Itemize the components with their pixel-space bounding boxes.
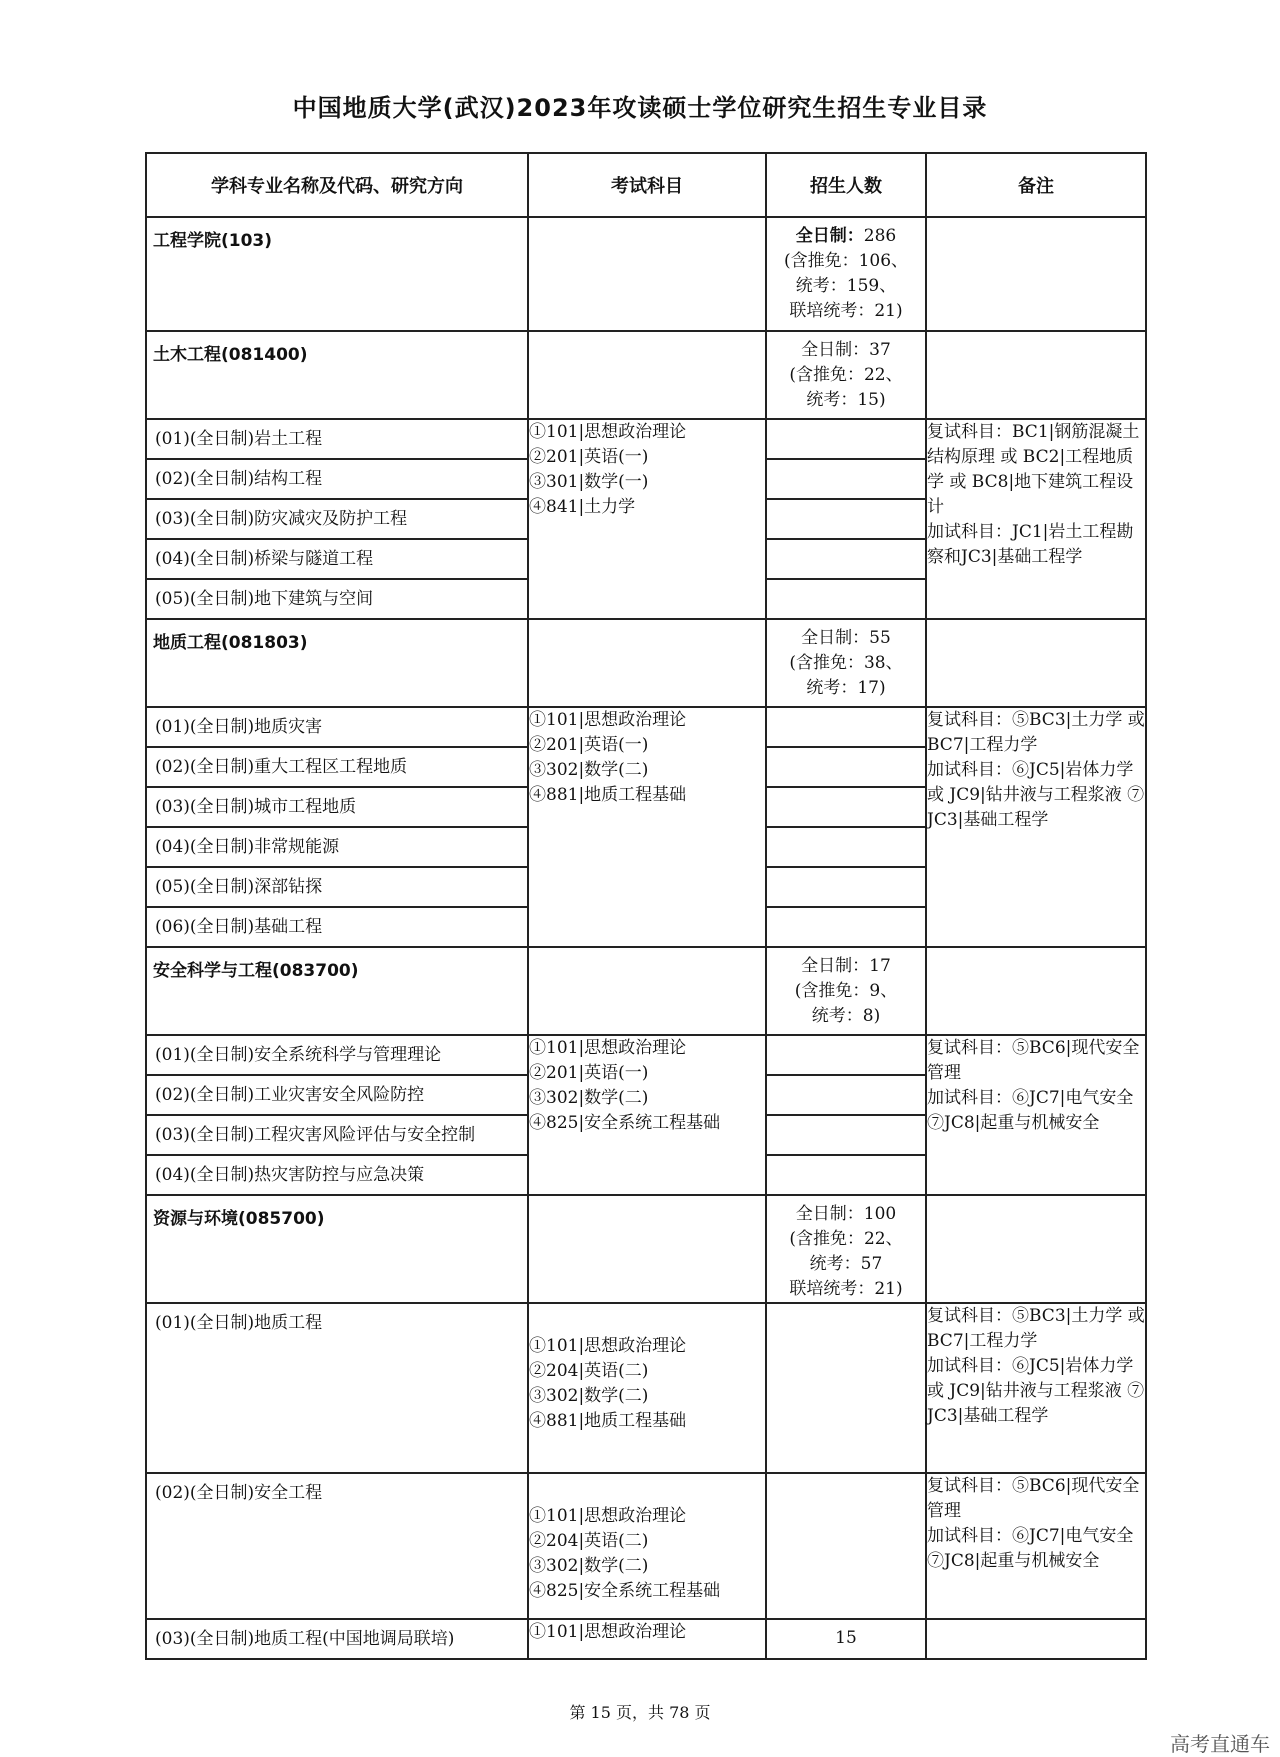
major-quota-line: 全日制：100	[795, 1204, 897, 1224]
table-row	[146, 1303, 1146, 1473]
notes-cell	[926, 419, 1146, 619]
major-row	[146, 331, 1146, 419]
major-quota-line: 统考：17)	[806, 678, 886, 698]
direction-quota	[767, 1116, 925, 1154]
direction-quota-cell	[766, 1035, 926, 1075]
direction-quota-cell	[766, 579, 926, 619]
direction-quota-cell	[766, 867, 926, 907]
subject-item: ④825|安全系统工程基础	[529, 1113, 721, 1133]
direction-quota	[767, 460, 925, 498]
direction-cell	[146, 827, 528, 867]
note-item: 加试科目：⑥JC7|电气安全 ⑦JC8|起重与机械安全	[927, 1088, 1134, 1133]
header-major: 学科专业名称及代码、研究方向	[146, 153, 528, 217]
subject-item: ④881|地质工程基础	[529, 1411, 687, 1431]
direction-quota	[767, 500, 925, 538]
college-quota-label: 全日制：	[795, 226, 864, 246]
direction-quota-cell	[766, 747, 926, 787]
note-item: 加试科目：⑥JC7|电气安全 ⑦JC8|起重与机械安全	[927, 1526, 1134, 1571]
direction-cell	[146, 707, 528, 747]
notes-cell	[926, 707, 1146, 947]
direction-label: (05)(全日制)地下建筑与空间	[155, 589, 374, 609]
college-quota-value: 286	[863, 226, 897, 246]
direction-quota-cell	[766, 1473, 926, 1619]
college-subjects-cell	[528, 217, 766, 331]
note-item: 加试科目：⑥JC5|岩体力学 或 JC9|钻井液与工程浆液 ⑦JC3|基础工程学	[927, 760, 1145, 830]
subject-item: ③302|数学(二)	[529, 1386, 649, 1406]
major-notes-cell	[926, 1195, 1146, 1303]
note-item: 复试科目：BC1|钢筋混凝土结构原理 或 BC2|工程地质学 或 BC8|地下建筑工程设计	[927, 422, 1140, 517]
major-quota-cell	[766, 619, 926, 707]
direction-quota-cell	[766, 419, 926, 459]
subjects-cell	[528, 707, 766, 947]
direction-cell	[146, 907, 528, 947]
subject-item: ②204|英语(二)	[529, 1361, 649, 1381]
college-name: 工程学院(103)	[153, 231, 273, 251]
subject-item: ②201|英语(一)	[529, 447, 649, 467]
direction-cell	[146, 1619, 528, 1659]
direction-quota-cell	[766, 907, 926, 947]
direction-cell	[146, 867, 528, 907]
direction-cell	[146, 747, 528, 787]
note-item: 复试科目：⑤BC3|土力学 或 BC7|工程力学	[927, 1306, 1145, 1351]
subject-item: ④881|地质工程基础	[529, 785, 687, 805]
table-row	[146, 419, 1146, 459]
direction-cell	[146, 1473, 528, 1619]
notes-cell	[926, 1473, 1146, 1619]
major-quota-line: 全日制：17	[801, 956, 891, 976]
major-quota-cell	[766, 331, 926, 419]
direction-quota	[767, 788, 925, 826]
subject-item: ②201|英语(一)	[529, 735, 649, 755]
direction-quota-cell	[766, 1115, 926, 1155]
table-row	[146, 1619, 1146, 1659]
direction-label: (01)(全日制)地质工程	[155, 1313, 323, 1333]
subject-item: ①101|思想政治理论	[529, 710, 687, 730]
major-name: 土木工程(081400)	[153, 345, 308, 365]
note-item: 加试科目：JC1|岩土工程勘察和JC3|基础工程学	[927, 522, 1134, 567]
major-quota-line: (含推免：22、	[789, 1229, 903, 1249]
direction-label: (02)(全日制)工业灾害安全风险防控	[155, 1085, 425, 1105]
college-quota-line: 统考：159、	[795, 276, 897, 296]
major-quota-line: 统考：8)	[811, 1006, 881, 1026]
notes-cell	[926, 1303, 1146, 1473]
subject-item: ③302|数学(二)	[529, 760, 649, 780]
direction-quota-cell	[766, 499, 926, 539]
direction-quota-cell	[766, 1303, 926, 1473]
direction-label: (01)(全日制)安全系统科学与管理理论	[155, 1045, 442, 1065]
direction-cell	[146, 787, 528, 827]
major-quota-cell	[766, 1195, 926, 1303]
direction-quota	[767, 1156, 925, 1194]
college-quota-line: (含推免：106、	[783, 251, 909, 271]
major-quota-line: (含推免：22、	[789, 365, 903, 385]
major-name: 地质工程(081803)	[153, 633, 308, 653]
major-quota-line: 全日制：55	[801, 628, 891, 648]
major-quota-line: 统考：57	[809, 1254, 883, 1274]
direction-quota-cell	[766, 707, 926, 747]
major-name-cell	[146, 947, 528, 1035]
direction-quota-cell	[766, 459, 926, 499]
note-item: 复试科目：⑤BC6|现代安全管理	[927, 1038, 1140, 1083]
header-quota: 招生人数	[766, 153, 926, 217]
major-quota-line: (含推免：9、	[794, 981, 898, 1001]
direction-label: (01)(全日制)地质灾害	[155, 717, 323, 737]
subject-item: ②201|英语(一)	[529, 1063, 649, 1083]
notes-cell	[926, 1619, 1146, 1659]
direction-quota-cell	[766, 1619, 926, 1659]
subject-item: ④825|安全系统工程基础	[529, 1581, 721, 1601]
direction-label: (02)(全日制)重大工程区工程地质	[155, 757, 408, 777]
table-header-row	[146, 153, 1146, 217]
major-notes-cell	[926, 619, 1146, 707]
table-row	[146, 1473, 1146, 1619]
direction-cell	[146, 499, 528, 539]
subject-item: ①101|思想政治理论	[529, 1336, 687, 1356]
major-subjects-cell	[528, 331, 766, 419]
major-quota	[767, 948, 925, 1029]
major-quota	[767, 1196, 925, 1302]
subject-item: ②204|英语(二)	[529, 1531, 649, 1551]
subjects-cell	[528, 1035, 766, 1195]
direction-quota-cell	[766, 827, 926, 867]
major-notes-cell	[926, 947, 1146, 1035]
direction-quota	[767, 868, 925, 906]
direction-cell	[146, 1155, 528, 1195]
direction-label: (03)(全日制)城市工程地质	[155, 797, 357, 817]
subject-item: ①101|思想政治理论	[529, 1506, 687, 1526]
direction-quota-cell	[766, 1075, 926, 1115]
subject-item: ④841|土力学	[529, 497, 636, 517]
watermark: 高考直通车	[1170, 1732, 1270, 1756]
major-quota	[767, 332, 925, 413]
college-quota-line: 联培统考：21)	[789, 301, 903, 321]
direction-label: (04)(全日制)非常规能源	[155, 837, 340, 857]
major-subjects-cell	[528, 947, 766, 1035]
direction-quota-cell	[766, 787, 926, 827]
major-name: 资源与环境(085700)	[153, 1209, 325, 1229]
page-footer: 第 15 页，共 78 页	[569, 1703, 711, 1722]
header-subjects: 考试科目	[528, 153, 766, 217]
major-quota	[767, 620, 925, 701]
direction-label: (01)(全日制)岩土工程	[155, 429, 323, 449]
subject-item: ①101|思想政治理论	[529, 1622, 687, 1642]
direction-label: (03)(全日制)工程灾害风险评估与安全控制	[155, 1125, 476, 1145]
major-quota-line: 联培统考：21)	[789, 1279, 903, 1299]
direction-quota	[767, 1304, 925, 1310]
college-notes-cell	[926, 217, 1146, 331]
subject-item: ③302|数学(二)	[529, 1556, 649, 1576]
direction-cell	[146, 419, 528, 459]
catalog-table	[145, 152, 1147, 1660]
direction-quota	[767, 748, 925, 786]
subjects-cell	[528, 1303, 766, 1473]
major-quota-line: 统考：15)	[806, 390, 886, 410]
direction-label: (04)(全日制)桥梁与隧道工程	[155, 549, 374, 569]
direction-quota	[767, 1474, 925, 1480]
page-title: 中国地质大学(武汉)2023年攻读硕士学位研究生招生专业目录	[292, 94, 988, 122]
direction-label: (06)(全日制)基础工程	[155, 917, 323, 937]
direction-label: (05)(全日制)深部钻探	[155, 877, 323, 897]
college-name-cell	[146, 217, 528, 331]
major-subjects-cell	[528, 619, 766, 707]
direction-quota-cell	[766, 539, 926, 579]
direction-quota	[767, 708, 925, 746]
direction-quota	[767, 1076, 925, 1114]
major-name-cell	[146, 331, 528, 419]
note-item: 加试科目：⑥JC5|岩体力学 或 JC9|钻井液与工程浆液 ⑦JC3|基础工程学	[927, 1356, 1145, 1426]
table-row	[146, 1035, 1146, 1075]
subjects-cell	[528, 1619, 766, 1659]
major-row	[146, 947, 1146, 1035]
college-row	[146, 217, 1146, 331]
subject-item: ③301|数学(一)	[529, 472, 649, 492]
subjects-cell	[528, 1473, 766, 1619]
direction-cell	[146, 459, 528, 499]
direction-quota	[767, 1036, 925, 1074]
major-quota-line: 全日制：37	[801, 340, 891, 360]
major-name: 安全科学与工程(083700)	[153, 961, 359, 981]
direction-quota	[767, 580, 925, 618]
major-name-cell	[146, 619, 528, 707]
direction-quota	[767, 828, 925, 866]
direction-label: (04)(全日制)热灾害防控与应急决策	[155, 1165, 425, 1185]
major-name-cell	[146, 1195, 528, 1303]
college-quota	[767, 218, 925, 324]
direction-quota	[767, 540, 925, 578]
direction-cell	[146, 1075, 528, 1115]
direction-quota	[767, 908, 925, 946]
notes-cell	[926, 1035, 1146, 1195]
direction-quota-cell	[766, 1155, 926, 1195]
note-item: 复试科目：⑤BC6|现代安全管理	[927, 1476, 1140, 1521]
table-row	[146, 707, 1146, 747]
direction-cell	[146, 1115, 528, 1155]
subject-item: ①101|思想政治理论	[529, 422, 687, 442]
direction-cell	[146, 1303, 528, 1473]
major-quota-line: (含推免：38、	[789, 653, 903, 673]
subjects-cell	[528, 419, 766, 619]
major-row	[146, 619, 1146, 707]
college-quota-cell	[766, 217, 926, 331]
direction-cell	[146, 539, 528, 579]
note-item: 复试科目：⑤BC3|土力学 或 BC7|工程力学	[927, 710, 1145, 755]
subject-item: ①101|思想政治理论	[529, 1038, 687, 1058]
header-notes: 备注	[926, 153, 1146, 217]
direction-quota: 15	[835, 1628, 857, 1648]
direction-label: (02)(全日制)结构工程	[155, 469, 323, 489]
direction-label: (02)(全日制)安全工程	[155, 1483, 323, 1503]
direction-quota	[767, 420, 925, 458]
major-notes-cell	[926, 331, 1146, 419]
major-subjects-cell	[528, 1195, 766, 1303]
major-quota-cell	[766, 947, 926, 1035]
direction-cell	[146, 579, 528, 619]
direction-label: (03)(全日制)地质工程(中国地调局联培)	[155, 1629, 455, 1649]
major-row	[146, 1195, 1146, 1303]
direction-label: (03)(全日制)防灾减灾及防护工程	[155, 509, 408, 529]
direction-cell	[146, 1035, 528, 1075]
subject-item: ③302|数学(二)	[529, 1088, 649, 1108]
